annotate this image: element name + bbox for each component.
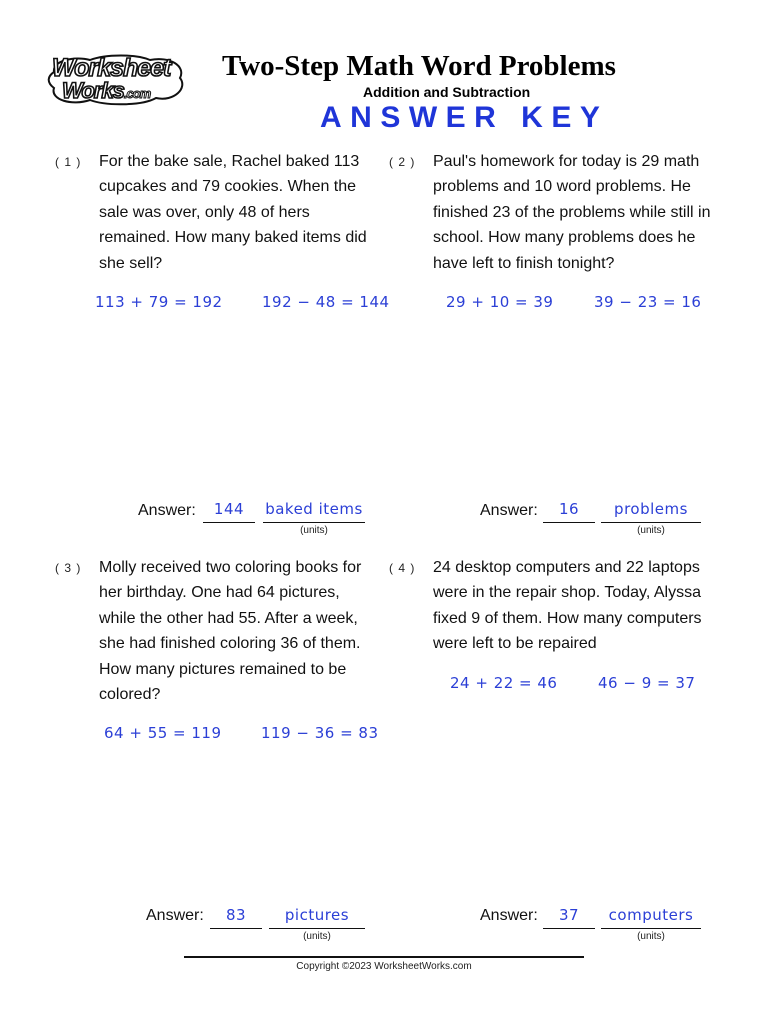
logo-text-works-word: Works (62, 78, 124, 103)
answer-value: 83 (225, 906, 247, 924)
answer-value-blank (543, 928, 595, 929)
problem-number: ( 1 ) (55, 155, 82, 169)
problem-text: For the bake sale, Rachel baked 113 cupcakes and 79 cookies. When the sale was over, only 48 of hers remained. How many baked items did she sell? (99, 153, 367, 272)
answer-units: problems (614, 500, 688, 518)
problem-text: 24 desktop computers and 22 laptops were in the repair shop. Today, Alyssa fixed 9 of them. How many computers were left to be repaired (433, 559, 702, 653)
problem-number: ( 3 ) (55, 561, 82, 575)
answer-label: Answer: (480, 907, 538, 924)
problem-text: Molly received two coloring books for her birthday. One had 64 pictures, while the other had 55. After a week, she had finished coloring 36 of them. How many pictures remained to be colored? (99, 559, 362, 704)
answer-key-heading: ANSWER KEY (320, 101, 609, 134)
answer-label: Answer: (146, 907, 204, 924)
problem-number: ( 2 ) (389, 155, 416, 169)
units-caption: (units) (637, 931, 665, 942)
copyright-text: Copyright ©2023 WorksheetWorks.com (296, 961, 472, 972)
answer-value: 144 (213, 500, 245, 518)
work-step-1: 64 + 55 = 119 (104, 724, 222, 742)
logo-text-worksheet: Worksheet (52, 54, 171, 82)
units-caption: (units) (300, 525, 328, 536)
answer-units-blank (269, 928, 365, 929)
answer-label: Answer: (138, 502, 196, 519)
work-step-1: 113 + 79 = 192 (95, 293, 223, 311)
work-step-2: 192 − 48 = 144 (262, 293, 390, 311)
answer-units: baked items (265, 500, 363, 518)
answer-units: computers (608, 906, 694, 924)
answer-units-blank (601, 522, 701, 523)
work-step-2: 46 − 9 = 37 (598, 674, 696, 692)
units-caption: (units) (637, 525, 665, 536)
answer-units-blank (263, 522, 365, 523)
answer-units-blank (601, 928, 701, 929)
work-step-1: 29 + 10 = 39 (446, 293, 554, 311)
answer-value-blank (203, 522, 255, 523)
work-step-2: 39 − 23 = 16 (594, 293, 702, 311)
page-title: Two-Step Math Word Problems (222, 50, 616, 82)
work-step-1: 24 + 22 = 46 (450, 674, 558, 692)
problem-number: ( 4 ) (389, 561, 416, 575)
footer-divider (184, 956, 584, 958)
answer-value: 16 (558, 500, 580, 518)
page-subtitle: Addition and Subtraction (363, 84, 531, 100)
answer-units: pictures (284, 906, 350, 924)
answer-value-blank (210, 928, 262, 929)
problem-text: Paul's homework for today is 29 math problems and 10 word problems. He finished 23 of the problems while still in school. How many problems does he have left to finish tonight? (433, 153, 711, 272)
answer-value: 37 (558, 906, 580, 924)
logo-text-com: .com (123, 86, 151, 101)
work-step-2: 119 − 36 = 83 (261, 724, 379, 742)
logo-text-works (62, 80, 150, 102)
answer-value-blank (543, 522, 595, 523)
answer-label: Answer: (480, 502, 538, 519)
units-caption: (units) (303, 931, 331, 942)
